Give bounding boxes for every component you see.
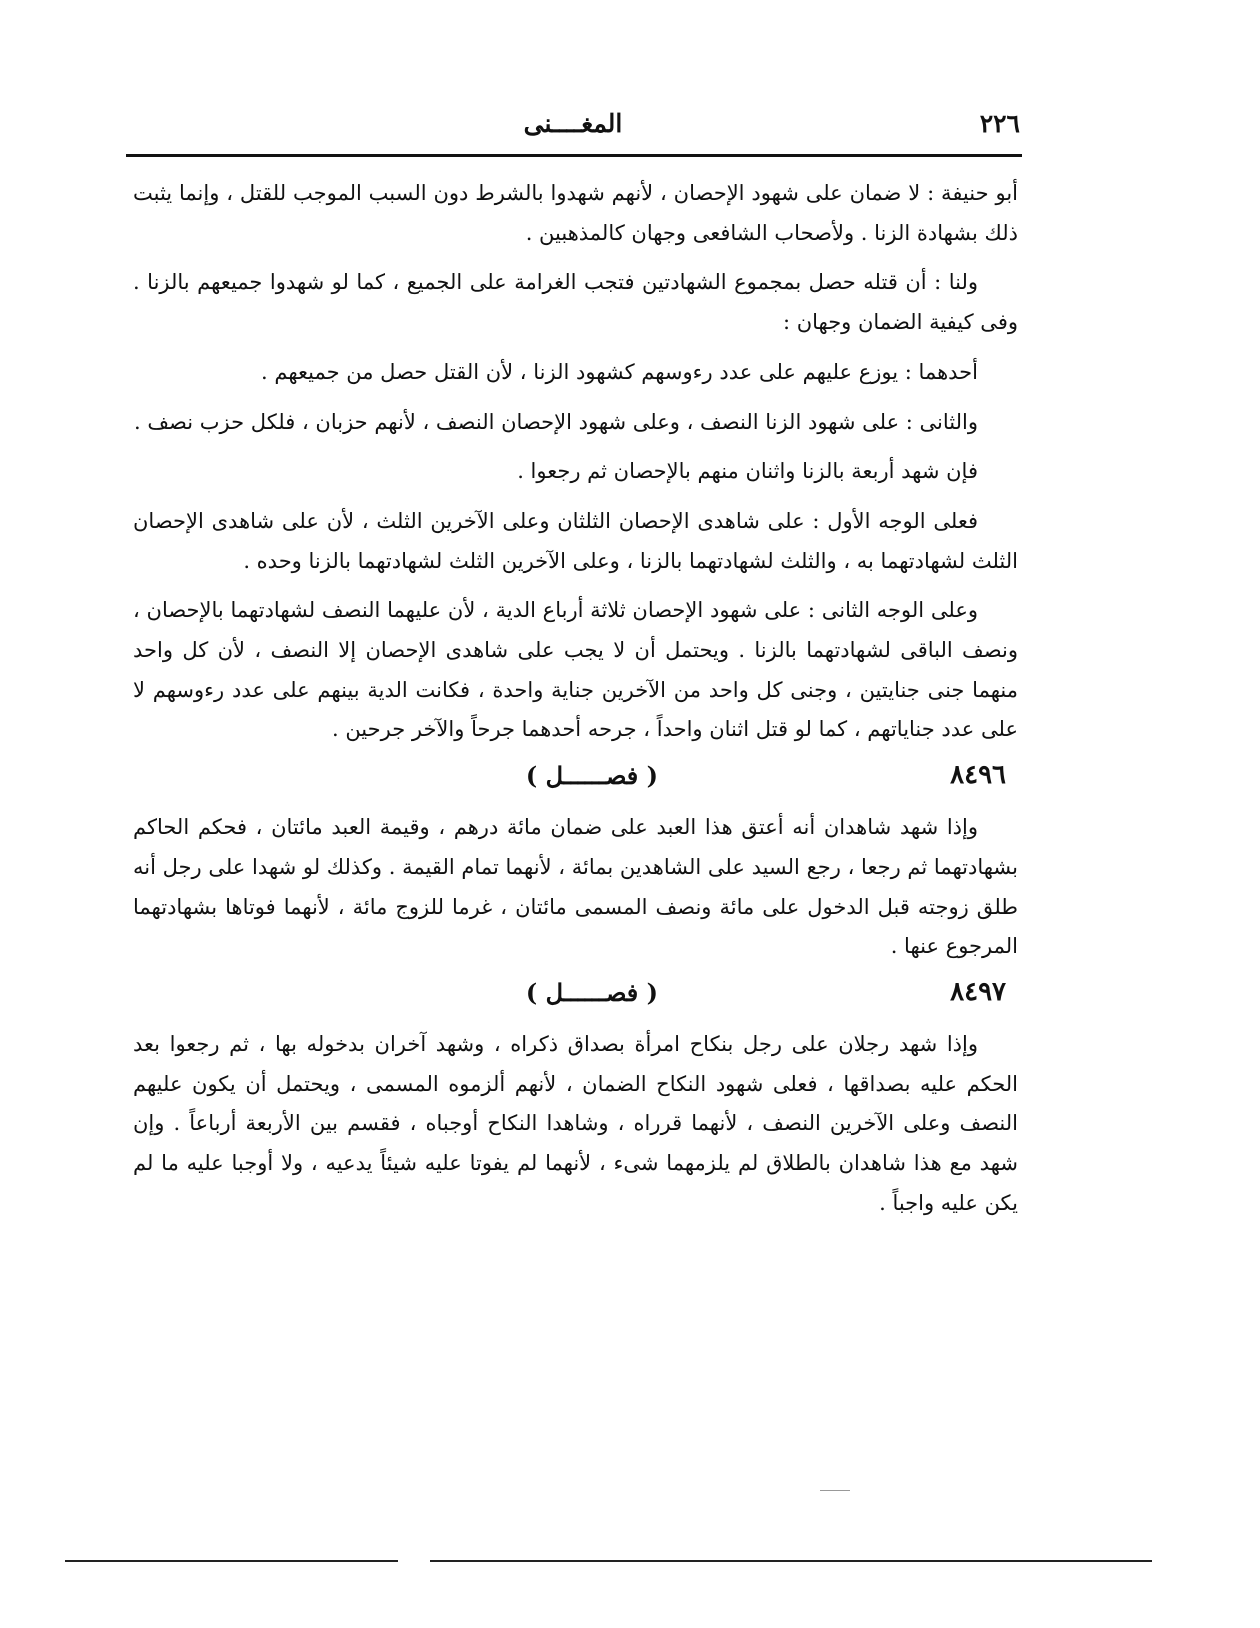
paragraph: وإذا شهد رجلان على رجل بنكاح امرأة بصداق ذكراه ، وشهد آخران بدخوله بها ، ثم رجعوا بعد الحكم عليه بصداقها ، فعلى شهود النكاح الضمان ، لأنهم ألزموه المسمى ، ويحتمل أن يكون عليهم النصف وعلى الآخرين النصف ، لأنهما قرراه ، وشاهدا النكاح أوجباه ، فقسم بين الأربعة أرباعاً . وإن شهد مع هذا شاهدان بالطلاق لم يلزمهما شىء ، لأنهما لم يفوتا عليه شيئاً يدعيه ، ولا أوجبا عليه ما لم يكن عليه واجباً . (133, 1031, 1018, 1215)
footer-rule-right (430, 1560, 1152, 1562)
section-number: ٨٤٩٧ (950, 976, 1006, 1007)
header-rule (126, 154, 1022, 157)
section-title: ( فصــــــل ) (525, 977, 658, 1007)
section-number: ٨٤٩٦ (950, 760, 1006, 791)
paragraph: والثانى : على شهود الزنا النصف ، وعلى شهود الإحصان النصف ، لأنهم حزبان ، فلكل حزب نصف . (133, 409, 978, 434)
footer-rule-left (65, 1560, 398, 1562)
section-heading (133, 973, 1018, 1017)
paragraph: وعلى الوجه الثانى : على شهود الإحصان ثلاثة أرباع الدية ، لأن عليهما النصف لشهادتهما بالإحصان ، ونصف الباقى لشهادتهما بالزنا . ويحتمل أن لا يجب على شاهدى الإحصان إلا النصف ، لأن كل واحد منهما جنى جنايتين ، وجنى كل واحد من الآخرين جناية واحدة ، فكانت الدية بينهم على عدد رءوسهم لا على عدد جناياتهم ، كما لو قتل اثنان واحداً ، جرحه أحدهما جرحاً والآخر جرحين . (133, 598, 1018, 742)
running-title: المغــــنى (523, 109, 623, 138)
section-title: ( فصــــــل ) (525, 761, 658, 791)
page-number: ٢٢٦ (979, 109, 1020, 138)
body-text (133, 174, 1018, 1223)
footer-mark (820, 1490, 850, 1491)
paragraph: أحدهما : يوزع عليهم على عدد رءوسهم كشهود الزنا ، لأن القتل حصل من جميعهم . (261, 359, 978, 384)
paragraph: فعلى الوجه الأول : على شاهدى الإحصان الثلثان وعلى الآخرين الثلث ، لأن على شاهدى الإحصان الثلث لشهادتهما به ، والثلث لشهادتهما بالزنا ، وعلى الآخرين الثلث لشهادتهما بالزنا وحده . (133, 508, 1018, 573)
section-heading (133, 756, 1018, 800)
paragraph: فإن شهد أربعة بالزنا واثنان منهم بالإحصان ثم رجعوا . (517, 459, 978, 484)
page-header (126, 103, 1020, 149)
paragraph: أبو حنيفة : لا ضمان على شهود الإحصان ، لأنهم شهدوا بالشرط دون السبب الموجب للقتل ، وإنما يثبت ذلك بشهادة الزنا . ولأصحاب الشافعى وجهان كالمذهبين . (133, 181, 1018, 245)
paragraph: ولنا : أن قتله حصل بمجموع الشهادتين فتجب الغرامة على الجميع ، كما لو شهدوا جميعهم بالزنا . وفى كيفية الضمان وجهان : (133, 270, 1018, 335)
paragraph: وإذا شهد شاهدان أنه أعتق هذا العبد على ضمان مائة درهم ، وقيمة العبد مائتان ، فحكم الحاكم بشهادتهما ثم رجعا ، رجع السيد على الشاهدين بمائة ، لأنهما تمام القيمة . وكذلك لو شهدا على رجل أنه طلق زوجته قبل الدخول على مائة ونصف المسمى مائتان ، غرما للزوج مائة ، لأنهما فوتاها بشهادتهما المرجوع عنها . (133, 815, 1018, 959)
